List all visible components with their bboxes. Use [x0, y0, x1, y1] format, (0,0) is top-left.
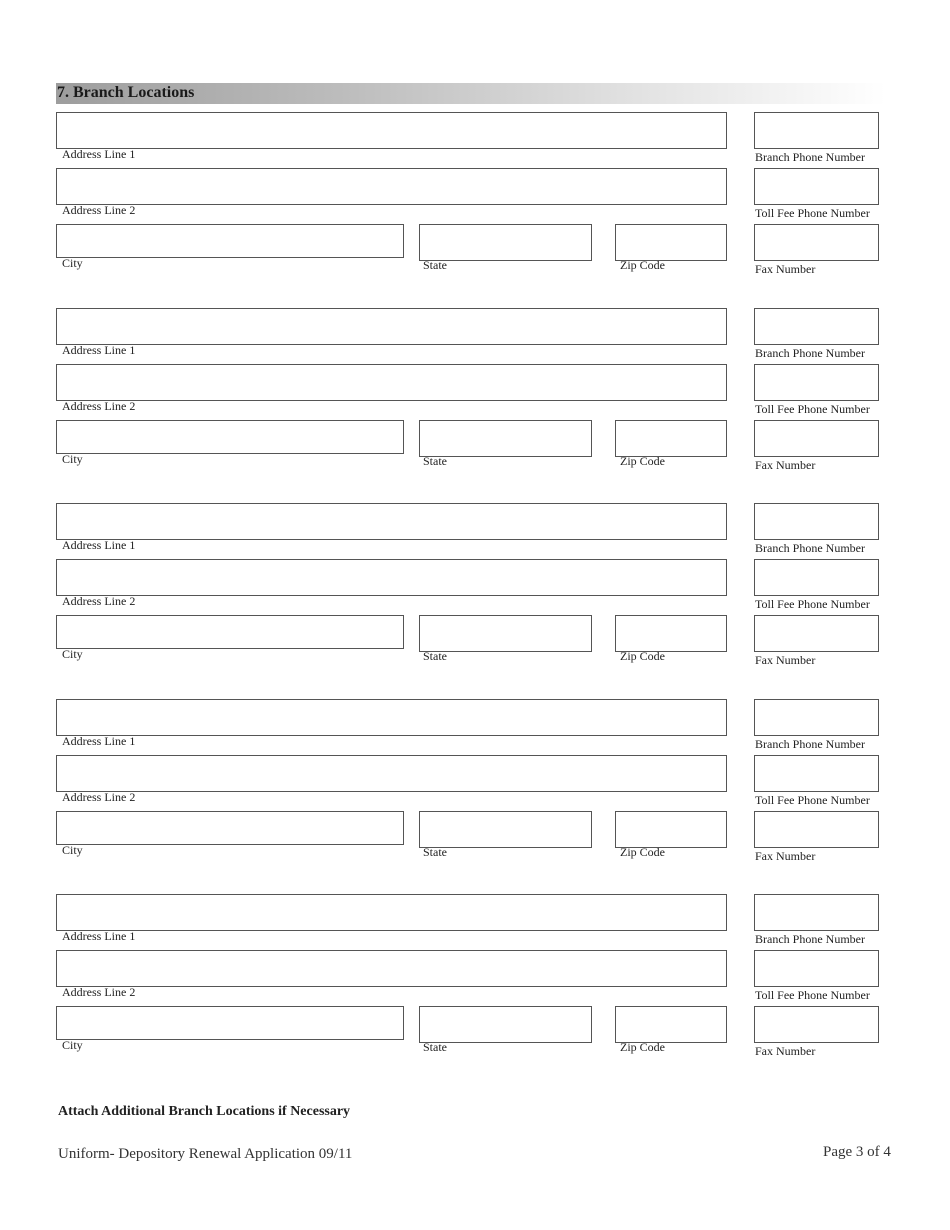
toll-phone-label: Toll Fee Phone Number	[755, 402, 870, 416]
city-label: City	[62, 647, 83, 661]
zip-label: Zip Code	[620, 454, 665, 468]
zip-field[interactable]	[615, 811, 727, 848]
toll-phone-field[interactable]	[754, 559, 879, 596]
toll-phone-field[interactable]	[754, 168, 879, 205]
state-field[interactable]	[419, 1006, 592, 1043]
fax-label: Fax Number	[755, 262, 816, 276]
toll-phone-field[interactable]	[754, 364, 879, 401]
city-label: City	[62, 1038, 83, 1052]
address1-label: Address Line 1	[62, 147, 136, 161]
fax-field[interactable]	[754, 224, 879, 261]
city-label: City	[62, 452, 83, 466]
state-label: State	[423, 1040, 447, 1054]
toll-phone-label: Toll Fee Phone Number	[755, 597, 870, 611]
zip-field[interactable]	[615, 615, 727, 652]
address1-field[interactable]	[56, 308, 727, 345]
zip-field[interactable]	[615, 224, 727, 261]
state-label: State	[423, 258, 447, 272]
fax-field[interactable]	[754, 615, 879, 652]
fax-field[interactable]	[754, 811, 879, 848]
address1-field[interactable]	[56, 699, 727, 736]
branch-phone-field[interactable]	[754, 308, 879, 345]
address2-field[interactable]	[56, 755, 727, 792]
toll-phone-label: Toll Fee Phone Number	[755, 206, 870, 220]
toll-phone-label: Toll Fee Phone Number	[755, 793, 870, 807]
fax-label: Fax Number	[755, 1044, 816, 1058]
branch-phone-label: Branch Phone Number	[755, 541, 865, 555]
form-name: Uniform- Depository Renewal Application 09/11	[58, 1146, 353, 1162]
state-label: State	[423, 845, 447, 859]
fax-field[interactable]	[754, 1006, 879, 1043]
state-label: State	[423, 649, 447, 663]
section-header	[56, 83, 886, 104]
state-field[interactable]	[419, 420, 592, 457]
branch-phone-label: Branch Phone Number	[755, 932, 865, 946]
branch-phone-label: Branch Phone Number	[755, 737, 865, 751]
branch-location-1	[0, 112, 950, 282]
attach-note: Attach Additional Branch Locations if Necessary	[58, 1104, 351, 1119]
zip-label: Zip Code	[620, 845, 665, 859]
fax-label: Fax Number	[755, 458, 816, 472]
address2-label: Address Line 2	[62, 985, 136, 999]
toll-phone-label: Toll Fee Phone Number	[755, 988, 870, 1002]
city-field[interactable]	[56, 420, 404, 454]
city-label: City	[62, 843, 83, 857]
branch-phone-field[interactable]	[754, 503, 879, 540]
fax-label: Fax Number	[755, 653, 816, 667]
fax-field[interactable]	[754, 420, 879, 457]
zip-field[interactable]	[615, 1006, 727, 1043]
address2-label: Address Line 2	[62, 790, 136, 804]
address1-field[interactable]	[56, 503, 727, 540]
address2-field[interactable]	[56, 364, 727, 401]
branch-location-2	[0, 308, 950, 478]
branch-phone-label: Branch Phone Number	[755, 150, 865, 164]
section-title: 7. Branch Locations	[57, 84, 195, 101]
toll-phone-field[interactable]	[754, 755, 879, 792]
zip-label: Zip Code	[620, 649, 665, 663]
address2-field[interactable]	[56, 559, 727, 596]
address2-field[interactable]	[56, 950, 727, 987]
city-label: City	[62, 256, 83, 270]
branch-location-3	[0, 503, 950, 673]
state-label: State	[423, 454, 447, 468]
city-field[interactable]	[56, 615, 404, 649]
address2-label: Address Line 2	[62, 594, 136, 608]
state-field[interactable]	[419, 615, 592, 652]
address2-label: Address Line 2	[62, 399, 136, 413]
city-field[interactable]	[56, 811, 404, 845]
branch-location-5	[0, 894, 950, 1064]
address2-field[interactable]	[56, 168, 727, 205]
page-number: Page 3 of 4	[823, 1144, 891, 1160]
branch-phone-field[interactable]	[754, 894, 879, 931]
toll-phone-field[interactable]	[754, 950, 879, 987]
address1-label: Address Line 1	[62, 343, 136, 357]
city-field[interactable]	[56, 1006, 404, 1040]
city-field[interactable]	[56, 224, 404, 258]
zip-label: Zip Code	[620, 1040, 665, 1054]
zip-field[interactable]	[615, 420, 727, 457]
state-field[interactable]	[419, 811, 592, 848]
address1-field[interactable]	[56, 112, 727, 149]
address1-label: Address Line 1	[62, 538, 136, 552]
address1-label: Address Line 1	[62, 929, 136, 943]
branch-phone-label: Branch Phone Number	[755, 346, 865, 360]
state-field[interactable]	[419, 224, 592, 261]
address2-label: Address Line 2	[62, 203, 136, 217]
address1-label: Address Line 1	[62, 734, 136, 748]
fax-label: Fax Number	[755, 849, 816, 863]
address1-field[interactable]	[56, 894, 727, 931]
branch-phone-field[interactable]	[754, 112, 879, 149]
branch-location-4	[0, 699, 950, 869]
zip-label: Zip Code	[620, 258, 665, 272]
branch-phone-field[interactable]	[754, 699, 879, 736]
